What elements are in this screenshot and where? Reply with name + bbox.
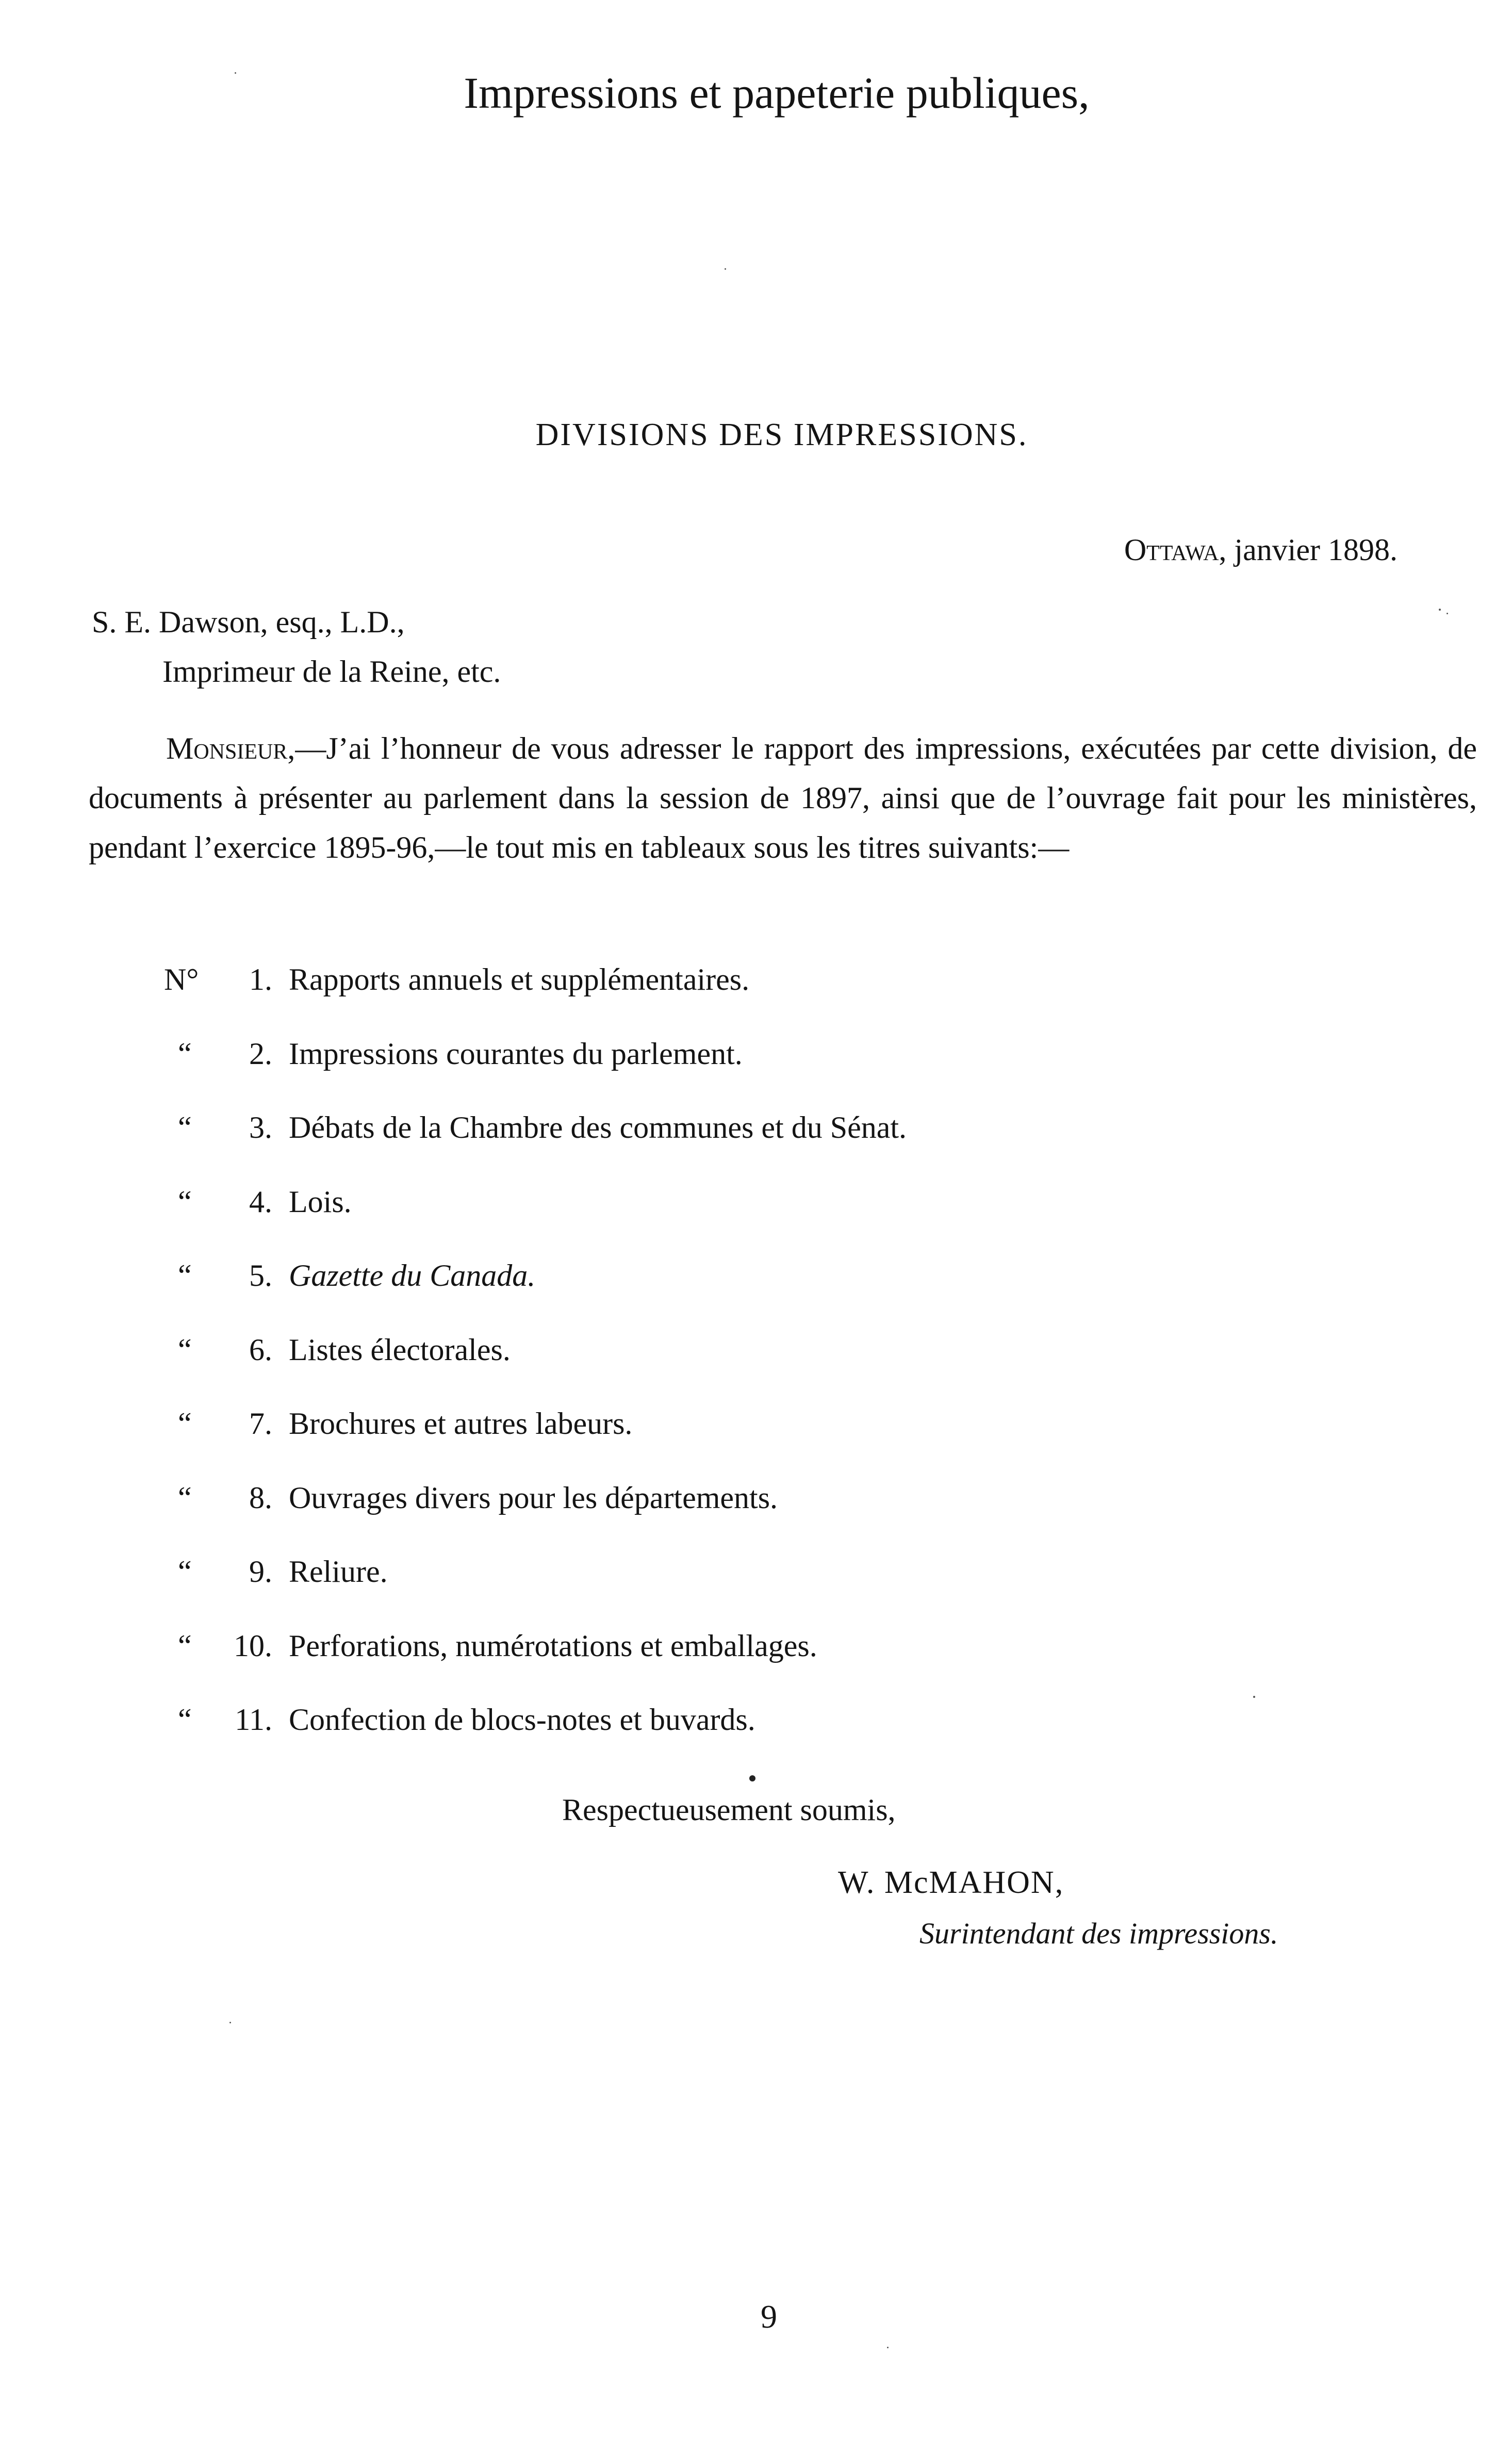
signature-name: W. McMAHON, <box>838 1865 1064 1900</box>
list-item-text: Reliure. <box>289 1555 388 1589</box>
signature-title: Surintendant des impressions. <box>919 1917 1278 1950</box>
letter-body <box>89 724 1477 872</box>
list-item-number: 2. <box>249 1037 272 1071</box>
print-speck <box>1447 613 1448 614</box>
list-marker-ditto: “ <box>178 1110 192 1144</box>
list-item-number: 8. <box>249 1481 272 1515</box>
list-item-number: 9. <box>249 1555 272 1589</box>
list-marker-ditto: “ <box>178 1333 192 1367</box>
list-item-text: Perforations, numérotations et emballages. <box>289 1629 817 1663</box>
list-item-number: 11. <box>235 1703 272 1737</box>
list-item-text: Gazette du Canada. <box>289 1258 536 1293</box>
list-item-number: 10. <box>234 1629 272 1663</box>
print-speck <box>1439 609 1441 611</box>
section-heading: DIVISIONS DES IMPRESSIONS. <box>535 417 1028 452</box>
list-item-number: 4. <box>249 1185 272 1219</box>
list-marker-ditto: “ <box>178 1703 192 1737</box>
running-title: Impressions et papeterie publiques, <box>464 68 1090 118</box>
list-marker-ditto: “ <box>178 1406 192 1441</box>
list-marker-ditto: “ <box>178 1037 192 1071</box>
dateline-place: Ottawa, <box>1124 533 1227 567</box>
print-speck <box>725 268 726 270</box>
list-item-text: Confection de blocs-notes et buvards. <box>289 1703 755 1737</box>
print-speck <box>749 1775 755 1781</box>
list-item-text: Ouvrages divers pour les départements. <box>289 1481 778 1515</box>
closing-line: Respectueusement soumis, <box>562 1793 896 1827</box>
list-marker-ditto: “ <box>178 1555 192 1589</box>
dateline-date: janvier 1898. <box>1234 533 1398 567</box>
print-speck <box>887 2347 889 2348</box>
addressee-name: S. E. Dawson, esq., L.D., <box>92 605 405 639</box>
list-item-text: Rapports annuels et supplémentaires. <box>289 962 750 996</box>
list-item-text: Lois. <box>289 1185 352 1219</box>
list-item-number: 5. <box>249 1258 272 1293</box>
list-item-text: Débats de la Chambre des communes et du Sénat. <box>289 1110 907 1144</box>
list-marker-ditto: “ <box>178 1481 192 1515</box>
list-marker-ditto: “ <box>178 1258 192 1293</box>
list-marker-ditto: “ <box>178 1185 192 1219</box>
print-speck <box>1253 1696 1255 1698</box>
list-item-text: Listes électorales. <box>289 1333 511 1367</box>
print-speck <box>229 2022 231 2023</box>
dateline <box>1124 532 1398 568</box>
list-item-number: 7. <box>249 1406 272 1441</box>
body-text: —J’ai l’honneur de vous adresser le rapport des impressions, exécutées par cette division, de documents à présenter au parlement dans la session de 1897, ainsi que de l’ouvrage fait pour les ministères, pendant l’exercice 1895-96,—le tout mis en tableaux sous les titres suivants:— <box>89 731 1477 864</box>
list-marker-no: N° <box>164 962 199 996</box>
list-item-number: 3. <box>249 1110 272 1144</box>
list-item-text: Brochures et autres labeurs. <box>289 1406 633 1441</box>
list-marker-ditto: “ <box>178 1629 192 1663</box>
list-item-number: 1. <box>249 962 272 996</box>
addressee-title: Imprimeur de la Reine, etc. <box>162 655 501 689</box>
print-speck <box>235 72 236 74</box>
list-item-number: 6. <box>249 1333 272 1367</box>
salutation: Monsieur, <box>166 731 295 765</box>
page-number: 9 <box>761 2298 777 2335</box>
list-item-text: Impressions courantes du parlement. <box>289 1037 743 1071</box>
